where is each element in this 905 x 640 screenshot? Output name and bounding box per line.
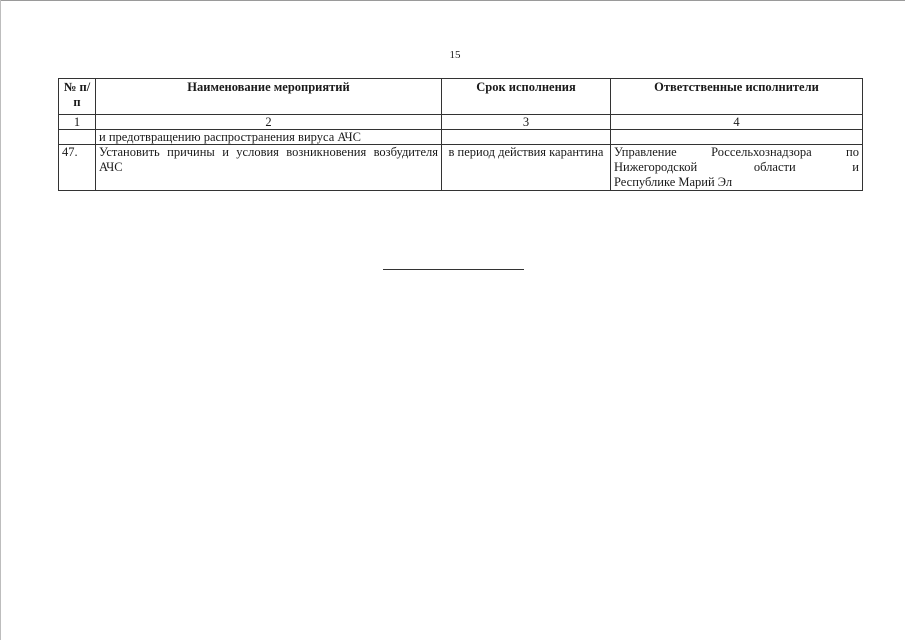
responsible-word: Управление [614, 145, 677, 159]
responsible-word: и [852, 160, 859, 174]
page-edge-left [0, 0, 1, 640]
column-number-3: 3 [442, 115, 611, 130]
column-number-2: 2 [96, 115, 442, 130]
header-name: Наименование мероприятий [96, 79, 442, 115]
table-header-row [59, 79, 863, 115]
responsible-line-1 [614, 145, 859, 160]
responsible-word: Нижегородской [614, 160, 698, 174]
table-row [59, 130, 863, 145]
table-row [59, 145, 863, 191]
header-term: Срок исполнения [442, 79, 611, 115]
row-term: в период действия карантина [442, 145, 611, 191]
responsible-line-2 [614, 160, 859, 175]
measures-table [58, 78, 863, 191]
row-responsible [611, 145, 863, 191]
row-name: Установить причины и условия возникновения возбудителя АЧС [96, 145, 442, 191]
page-number: 15 [449, 49, 461, 61]
responsible-word: области [753, 160, 796, 174]
row-num: 47. [59, 145, 96, 191]
responsible-word: по [846, 145, 859, 159]
page-edge-top [0, 0, 905, 1]
header-num: № п/п [59, 79, 96, 115]
column-number-4: 4 [611, 115, 863, 130]
column-number-row [59, 115, 863, 130]
row-name: и предотвращению распространения вируса АЧС [96, 130, 442, 145]
header-responsible: Ответственные исполнители [611, 79, 863, 115]
row-term [442, 130, 611, 145]
row-num [59, 130, 96, 145]
column-number-1: 1 [59, 115, 96, 130]
responsible-line-3: Республике Марий Эл [614, 175, 733, 189]
responsible-word: Россельхознадзора [711, 145, 812, 159]
end-separator-line [383, 269, 524, 270]
row-responsible [611, 130, 863, 145]
